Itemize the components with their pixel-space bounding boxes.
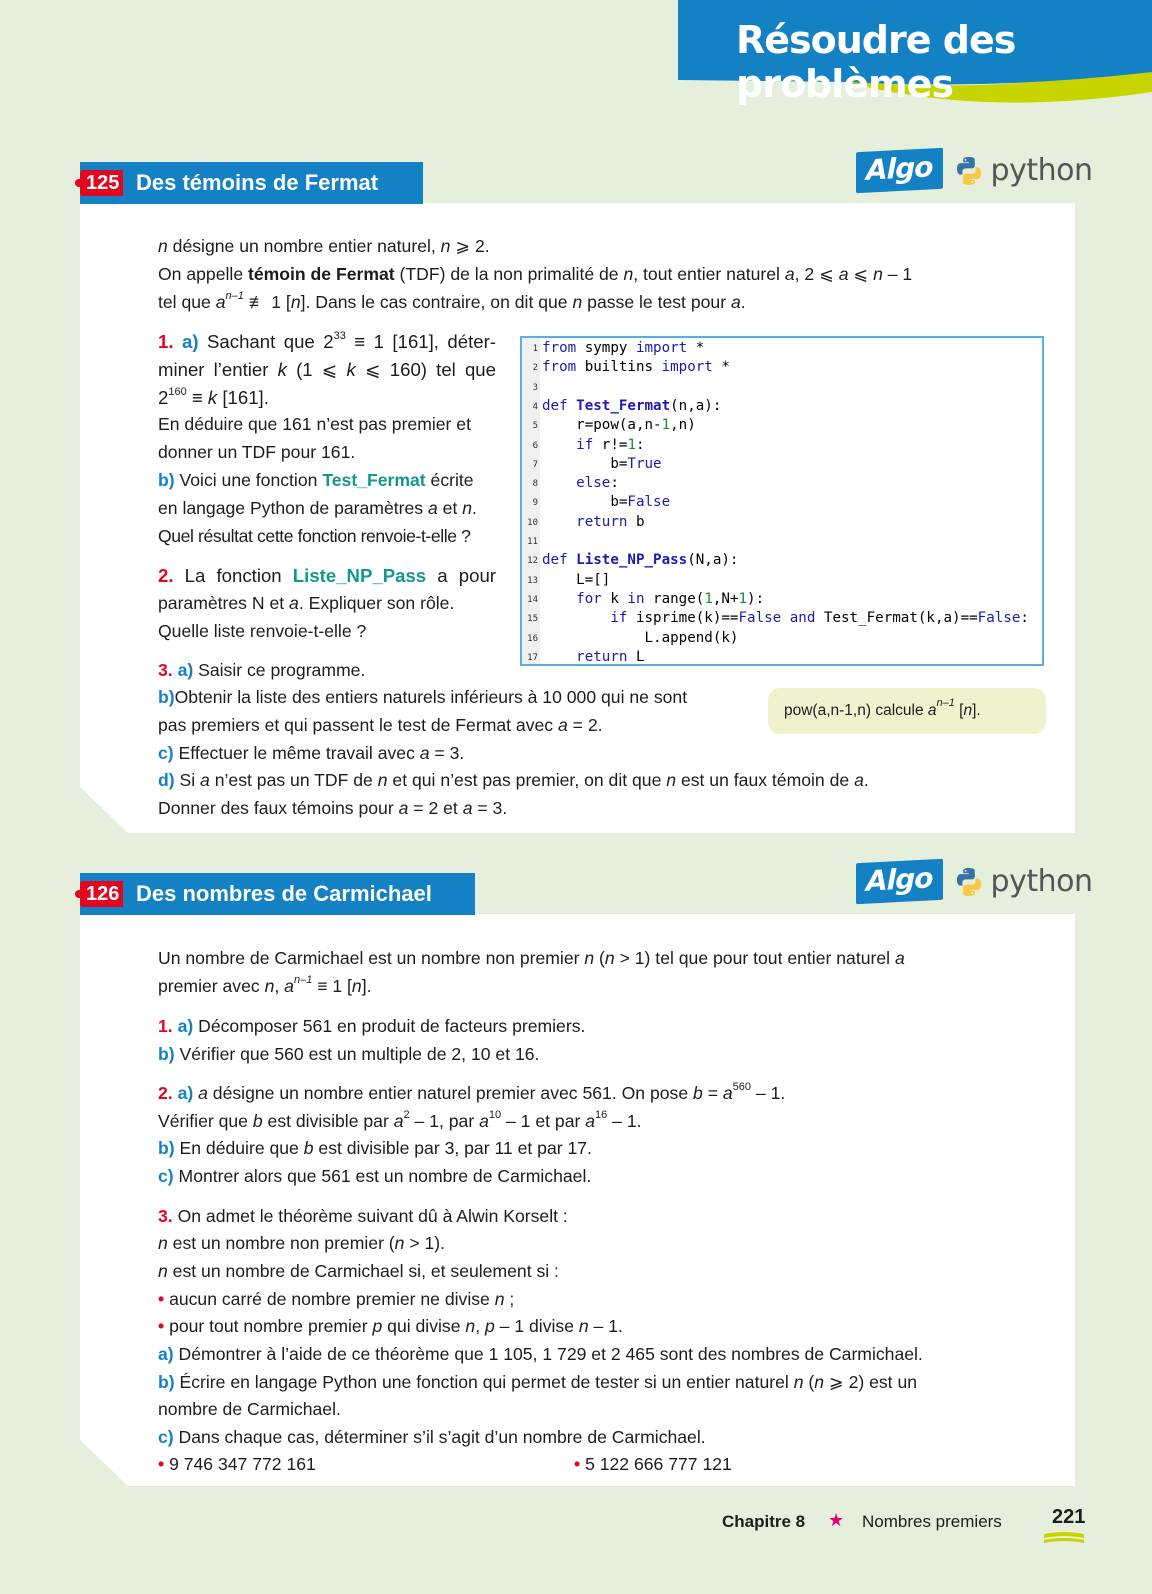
ex125-intro-3: tel que $a^{n-1}$ ≢ 1 [n]. Dans le cas contraire, on dit que n passe le test pour a. [158, 290, 746, 312]
code-line-number: 10 [527, 517, 538, 528]
ex125-q3c: c) Effectuer le même travail avec a = 3. [158, 743, 465, 763]
exercise-title: Des témoins de Fermat [136, 170, 379, 195]
python-icon [953, 866, 985, 898]
code-line-number: 6 [532, 440, 538, 451]
code-line: from sympy import * [542, 340, 705, 356]
code-line-number: 2 [532, 363, 538, 374]
code-line: if isprime(k)==False and Test_Fermat(k,a)==False: [610, 610, 1029, 627]
ex125-q3d-line1: d) Si a n’est pas un TDF de n et qui n’est pas premier, on dit que n est un faux témoin de a. [158, 770, 869, 790]
code-line-number: 7 [532, 459, 538, 470]
code-line: b=False [542, 494, 671, 511]
code-line-number: 5 [532, 421, 538, 432]
ex125-q3b-line1: b)Obtenir la liste des entiers naturels inférieurs à 10 000 qui ne sont [158, 687, 688, 707]
star-icon: ★ [828, 1510, 845, 1530]
code-line: for k in range(1,N+1): [576, 590, 765, 607]
ex126-case-1: • 9 746 347 772 161 [158, 1454, 316, 1474]
python-logo [953, 153, 1093, 188]
ex126-q1b: b) Vérifier que 560 est un multiple de 2, 10 et 16. [158, 1044, 540, 1064]
ex126-q1a: 1. a) Décomposer 561 en produit de facteurs premiers. [158, 1016, 586, 1036]
ex125-q3a: 3. a) Saisir ce programme. [158, 660, 366, 680]
code-line: def Test_Fermat(n,a): [542, 397, 722, 414]
code-line-number: 9 [532, 498, 538, 509]
code-line-number: 13 [527, 575, 538, 586]
code-line: return b [576, 513, 645, 530]
code-line: def Liste_NP_Pass(N,a): [542, 552, 739, 569]
python-label: python [990, 153, 1093, 188]
ex125-q1b-line1: b) Voici une fonction Test_Fermat écrite [158, 470, 474, 490]
code-line-number: 1 [532, 344, 538, 354]
python-icon [953, 155, 985, 187]
ex126-q3-bullet1: • aucun carré de nombre premier ne divise n ; [158, 1289, 515, 1309]
code-line-number: 14 [527, 594, 538, 605]
python-label: python [990, 864, 1093, 899]
ex126-intro-2: premier avec n, $a^{n-1} \equiv 1$ [n]. [158, 974, 372, 996]
ex126-q3b-line2: nombre de Carmichael. [158, 1399, 341, 1419]
code-line: else: [576, 475, 619, 492]
code-line: from builtins import * [542, 359, 730, 376]
ex126-q3-bullet2: • pour tout nombre premier p qui divise n, p – 1 divise n – 1. [158, 1316, 623, 1336]
code-line: L.append(k) [542, 629, 739, 646]
code-line-number: 12 [527, 556, 538, 567]
code-line-number: 11 [527, 537, 538, 547]
algo-badge: Algo [856, 148, 943, 194]
ex126-q2a-line2: Vérifier que b est divisible par $a^2 - 1$, par $a^{10} - 1$ et par $a^{16} - 1$. [158, 1109, 642, 1131]
ex125-q1b-line3: Quel résultat cette fonction renvoie-t-elle ? [158, 526, 471, 546]
code-line: L=[] [542, 571, 611, 588]
code-line-number: 3 [532, 382, 538, 393]
algo-python-badge [856, 150, 1093, 191]
ex125-q1a-line4: En déduire que 161 n’est pas premier et [158, 414, 471, 434]
code-line-number: 4 [532, 401, 538, 412]
code-line: if r!=1: [576, 436, 645, 453]
ex126-q2a-line1: 2. a) a désigne un nombre entier naturel premier avec 561. On pose $b = a^{560} - 1$. [158, 1081, 786, 1103]
ex125-intro-1: n désigne un nombre entier naturel, n ⩾ 2. [158, 236, 490, 256]
exercise-125-tag [80, 162, 423, 204]
page-title: Résoudre des problèmes [736, 18, 1016, 106]
chapter-label: Chapitre 8 [722, 1512, 806, 1531]
chapter-theme: Nombres premiers [862, 1512, 1002, 1531]
ex126-q3b-line1: b) Écrire en langage Python une fonction qui permet de tester si un entier naturel n (n ⩾ 2) est un [158, 1372, 918, 1392]
exercise-title: Des nombres de Carmichael [136, 881, 432, 906]
code-line: return L [576, 648, 645, 665]
exercise-number: 125 [80, 170, 123, 196]
ex125-q2-line2: paramètres N et a. Expliquer son rôle. [158, 593, 455, 613]
ex125-q1a-line5: donner un TDF pour 161. [158, 442, 356, 462]
ex126-q3a: a) Démontrer à l’aide de ce théorème que 1 105, 1 729 et 2 465 sont des nombres de Carmichael. [158, 1344, 923, 1364]
ex125-q1a-line1: 1. a) Sachant que $2^{33} \equiv 1$ [161], déter- [158, 330, 497, 352]
code-line-number: 17 [527, 652, 538, 663]
ex125-q2-line3: Quelle liste renvoie-t-elle ? [158, 621, 367, 641]
python-code-listing [520, 336, 1044, 666]
ex125-intro-2: On appelle témoin de Fermat (TDF) de la non primalité de n, tout entier naturel a, 2 ⩽ a ⩽ n – 1 [158, 264, 913, 284]
ex125-q3b-line2: pas premiers et qui passent le test de Fermat avec a = 2. [158, 715, 603, 735]
code-line: b=True [542, 455, 662, 472]
page-header [678, 0, 1152, 110]
ex126-q2c: c) Montrer alors que 561 est un nombre de Carmichael. [158, 1166, 592, 1186]
algo-python-badge [856, 861, 1093, 902]
code-line-number: 16 [527, 633, 538, 644]
ex125-q3d-line2: Donner des faux témoins pour a = 2 et a = 3. [158, 798, 508, 818]
ex125-q1a-line3: $2^{160} \equiv k$ [161]. [158, 386, 269, 408]
page-footer [0, 1506, 1152, 1550]
code-line-number: 8 [532, 479, 538, 490]
ex126-q3-line3: n est un nombre de Carmichael si, et seulement si : [158, 1261, 559, 1281]
python-logo [953, 864, 1093, 899]
ex125-q1b-line2: en langage Python de paramètres a et n. [158, 498, 477, 518]
ex126-intro-1: Un nombre de Carmichael est un nombre non premier n (n > 1) tel que pour tout entier naturel a [158, 948, 905, 968]
ex125-q1a-line2: miner l’entier k (1 ⩽ k ⩽ 160) tel que [158, 359, 496, 380]
ex126-q2b: b) En déduire que b est divisible par 3, par 11 et par 17. [158, 1138, 592, 1158]
code-line-number: 15 [527, 614, 538, 625]
page-number: 221 [1052, 1506, 1086, 1528]
code-line: r=pow(a,n-1,n) [542, 417, 696, 434]
ex126-q3c: c) Dans chaque cas, déterminer s’il s’agit d’un nombre de Carmichael. [158, 1427, 706, 1447]
ex126-q3-line1: 3. On admet le théorème suivant dû à Alwin Korselt : [158, 1206, 568, 1226]
ex126-q3-line2: n est un nombre non premier (n > 1). [158, 1233, 446, 1253]
ex126-case-2: • 5 122 666 777 121 [574, 1454, 732, 1474]
algo-badge: Algo [856, 859, 943, 905]
exercise-126-tag [80, 873, 475, 915]
hint-note: pow(a,n-1,n) calcule $a^{n-1}$ [n]. [768, 688, 1046, 734]
ex125-q2-line1: 2. La fonction Liste_NP_Pass a pour [158, 565, 497, 586]
exercise-number: 126 [80, 881, 123, 907]
page-number-underline [1044, 1530, 1084, 1544]
